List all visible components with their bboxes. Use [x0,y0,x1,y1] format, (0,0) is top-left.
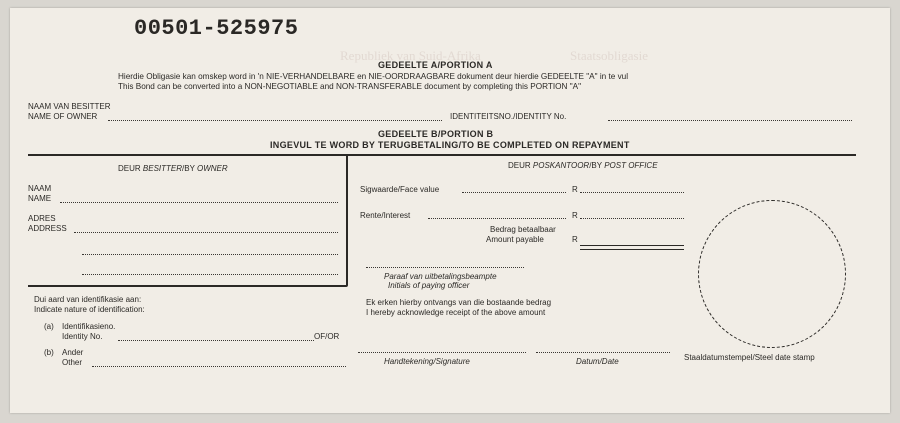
face-value-currency: R [572,185,578,194]
face-value-label: Sigwaarde/Face value [360,185,440,194]
post-office-header-sep: /BY [589,161,605,170]
paraaf-label-af: Paraaf van uitbetalingsbeampte [384,272,497,281]
owner-address-line-3[interactable] [82,274,338,275]
owner-address-af: ADRES [28,214,56,223]
identity-no-field[interactable] [118,340,314,341]
face-value-lead [462,192,566,193]
option-a-en: Identity No. [62,332,103,341]
amount-payable-total-line [580,249,684,250]
owner-header-prefix: DEUR [118,164,143,173]
option-a-af: Identifikasieno. [62,322,116,331]
interest-currency: R [572,211,578,220]
acknowledgement-af: Ek erken hierby ontvangs van die bostaande bedrag [366,298,552,307]
owner-box-bottom-border [28,285,348,287]
interest-label: Rente/Interest [360,211,411,220]
watermark-text-1: Republiek van Suid-Afrika [340,48,481,63]
date-label: Datum/Date [576,357,619,366]
portion-a-text-en: This Bond can be converted into a NON-NEGOTIABLE and NON-TRANSFERABLE document by completing this PORTION "A" [118,82,581,91]
owner-header-en: OWNER [197,164,228,173]
section-divider [28,154,856,156]
portion-a-title: GEDEELTE A/PORTION A [378,60,493,70]
interest-field[interactable] [580,218,684,219]
option-b-af: Ander [62,348,84,357]
date-stamp-circle [698,200,846,348]
post-office-header-en: POST OFFICE [604,161,658,170]
owner-name-input[interactable] [60,202,338,203]
amount-payable-en: Amount payable [486,235,544,244]
watermark-text-2: Staatsobligasie [570,48,648,63]
option-a-label: (a) [44,322,54,331]
stamp-label: Staaldatumstempel/Steel date stamp [684,353,815,362]
other-id-field[interactable] [92,366,346,367]
owner-address-line-1[interactable] [74,232,338,233]
identification-heading-af: Dui aard van identifikasie aan: [34,295,142,304]
paraaf-field[interactable] [366,267,524,268]
or-text: OF/OR [314,332,340,341]
owner-name-label-en: NAME OF OWNER [28,112,98,121]
post-office-header-af: POSKANTOOR [532,161,590,170]
owner-address-en: ADDRESS [28,224,67,233]
amount-payable-af: Bedrag betaalbaar [490,225,556,234]
interest-lead [428,218,566,219]
owner-name-field[interactable] [108,120,442,121]
post-office-header-prefix: DEUR [508,161,533,170]
serial-number: 00501-525975 [134,16,299,41]
portion-b-title: GEDEELTE B/PORTION B [378,129,494,139]
owner-header-af: BESITTER [142,164,183,173]
option-b-en: Other [62,358,83,367]
owner-box-right-border [346,155,348,285]
identification-heading-en: Indicate nature of identification: [34,305,145,314]
amount-payable-field[interactable] [580,245,684,246]
bond-redemption-form [10,8,890,413]
owner-name-en: NAME [28,194,52,203]
date-field[interactable] [536,352,670,353]
paraaf-label-en: Initials of paying officer [388,281,470,290]
identity-number-field[interactable] [608,120,852,121]
acknowledgement-en: I hereby acknowledge receipt of the above amount [366,308,546,317]
face-value-field[interactable] [580,192,684,193]
owner-header-sep: /BY [182,164,197,173]
owner-name-af: NAAM [28,184,52,193]
identity-label: IDENTITEITSNO./IDENTITY No. [450,112,567,121]
owner-address-line-2[interactable] [82,254,338,255]
owner-section-header [118,164,228,173]
signature-field[interactable] [358,352,526,353]
portion-b-subtitle: INGEVUL TE WORD BY TERUGBETALING/TO BE COMPLETED ON REPAYMENT [270,140,630,150]
owner-name-label-af: NAAM VAN BESITTER [28,102,111,111]
portion-a-text-af: Hierdie Obligasie kan omskep word in 'n NIE-VERHANDELBARE en NIE-OORDRAAGBARE dokument deur hierdie GEDEELTE "A" in te vul [118,72,629,81]
option-b-label: (b) [44,348,54,357]
amount-payable-currency: R [572,235,578,244]
post-office-section-header [508,161,658,170]
signature-label: Handtekening/Signature [384,357,470,366]
